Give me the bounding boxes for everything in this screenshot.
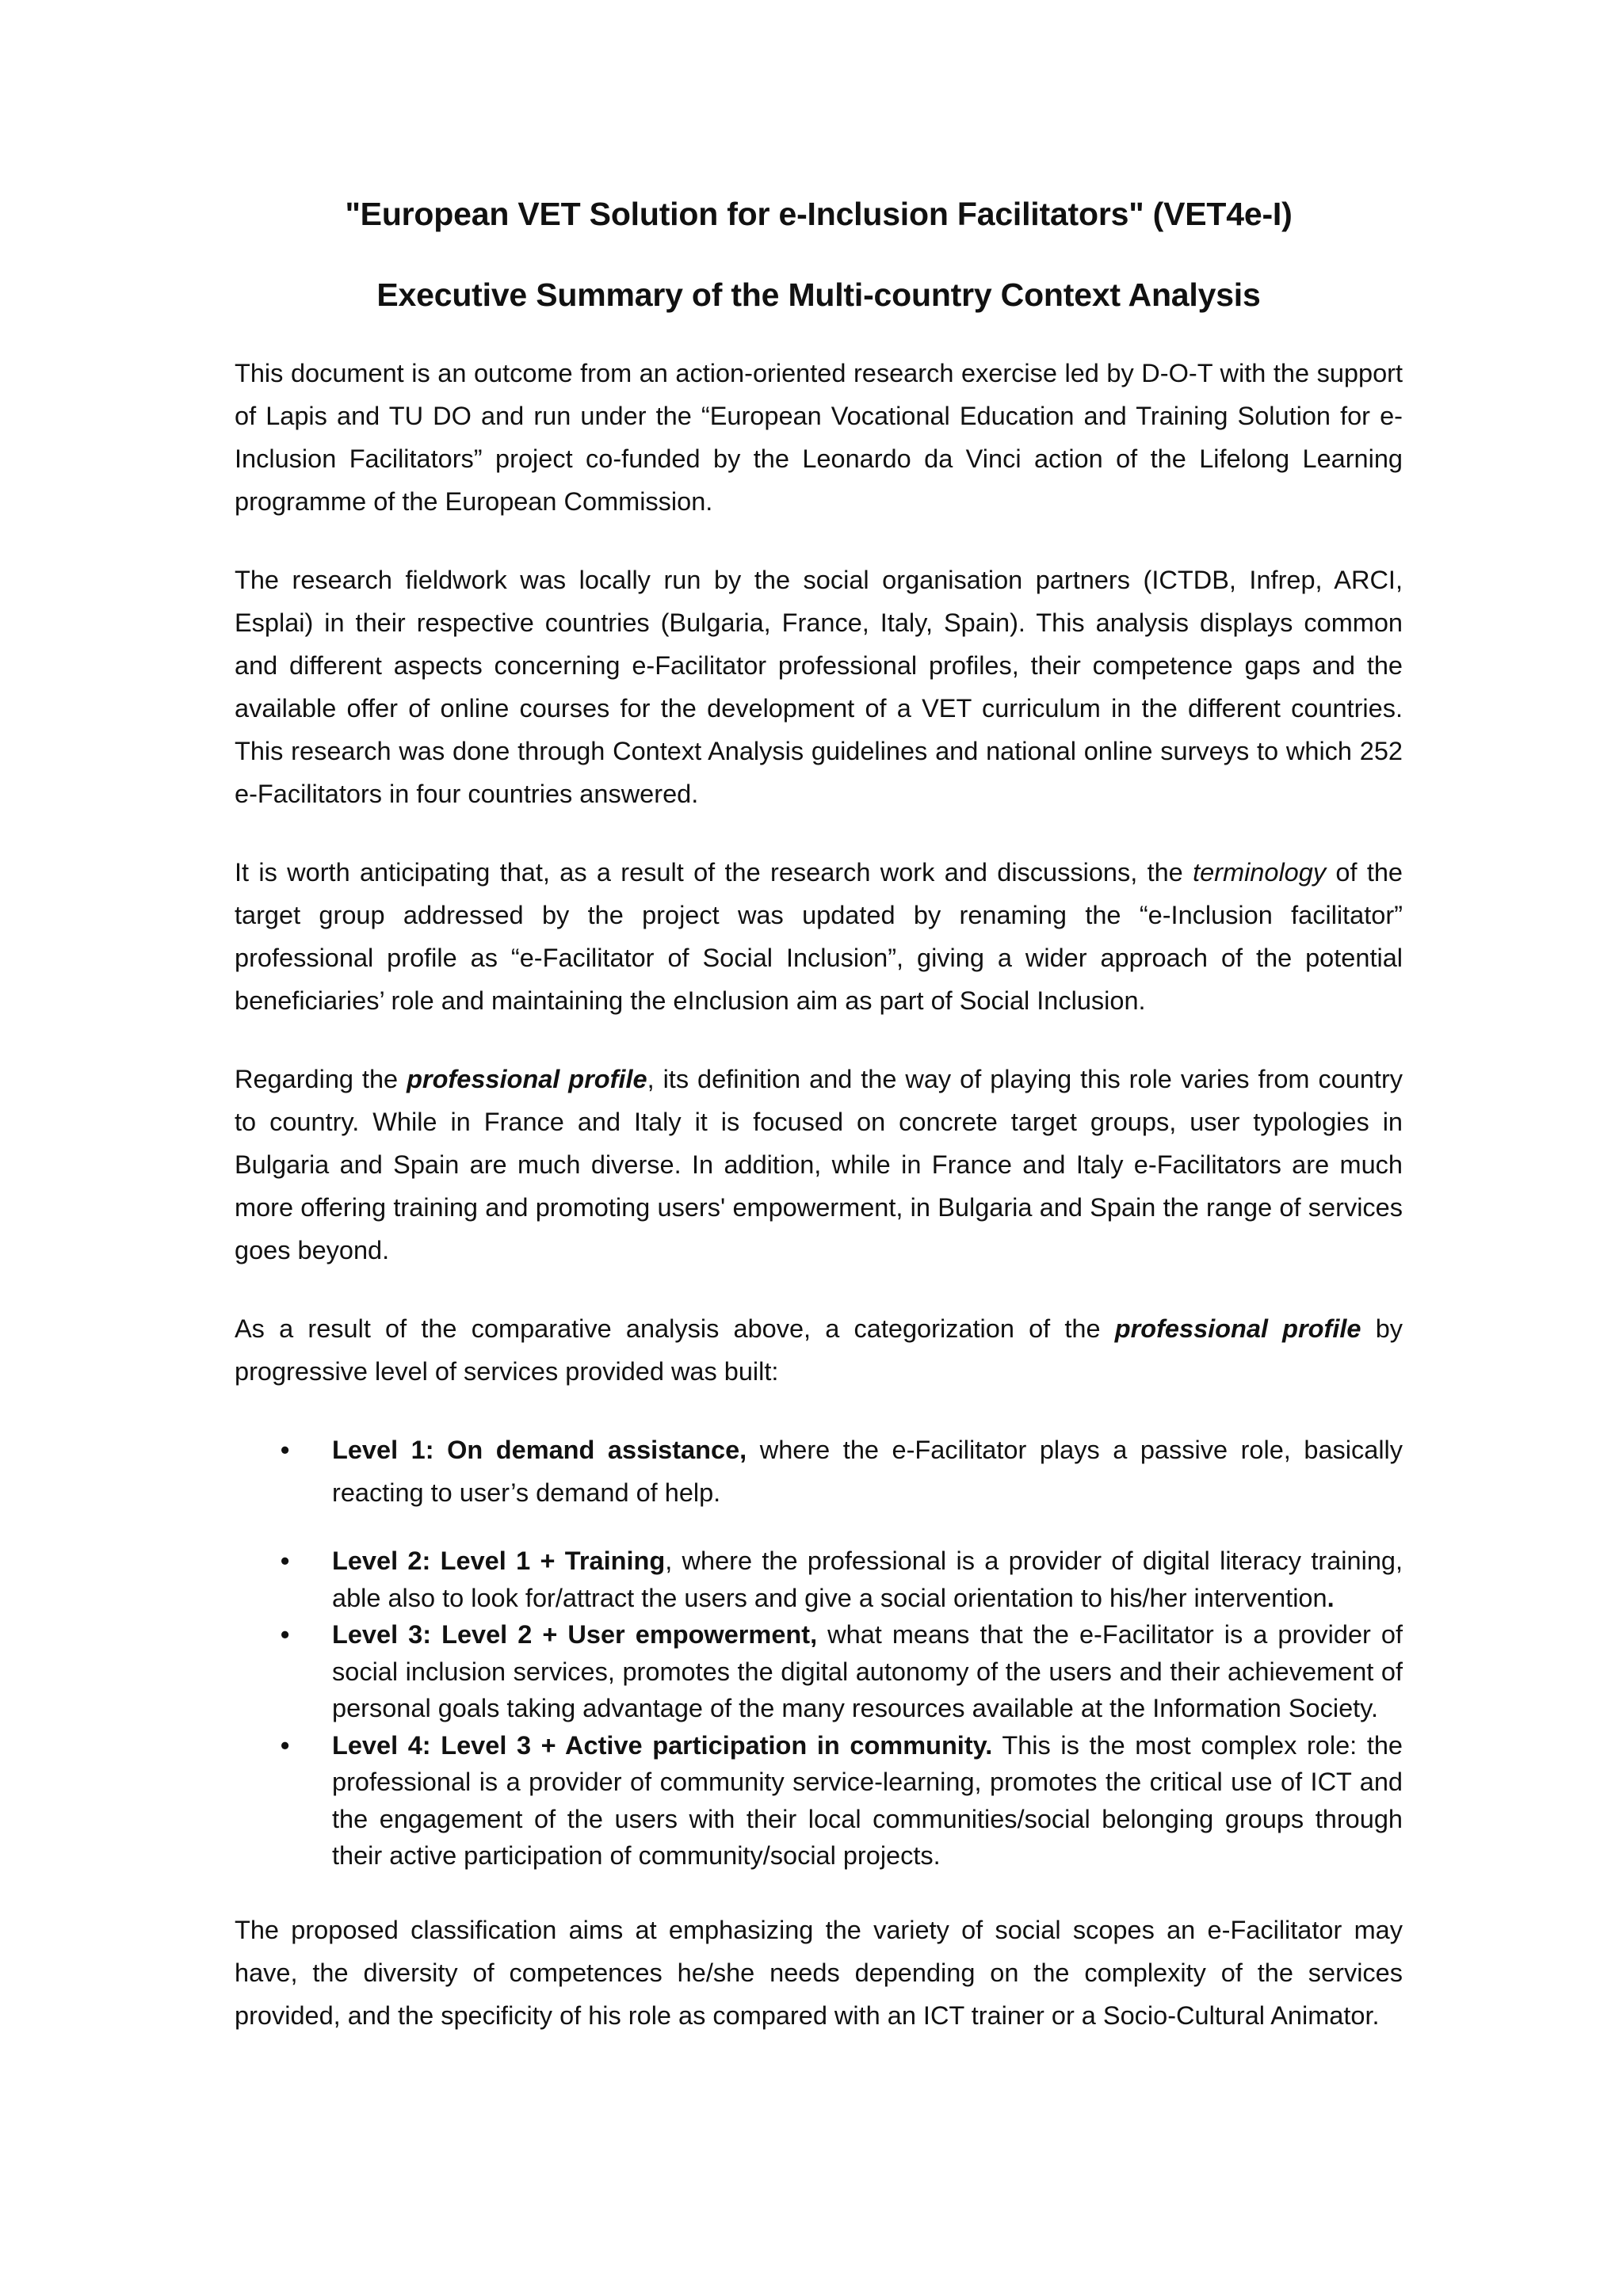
level-label: Level 4: Level 3 + Active participation in community.	[332, 1730, 993, 1760]
text-run: As a result of the comparative analysis above, a categorization of the	[235, 1314, 1115, 1343]
paragraph-classification: The proposed classification aims at emphasizing the variety of social scopes an e-Facilitator may have, the diversity of competences he/she needs depending on the complexity of the services provided, and the specificity of his role as compared with an ICT trainer or a Socio-Cultural Animator.	[235, 1915, 1403, 2030]
bullet-icon: •	[281, 1620, 290, 1649]
list-item-level-3	[235, 1616, 1403, 1727]
text-run: of the target group addressed by the project was updated by renaming the “e-Inclusion facilitator” professional profile as “e-Facilitator of Social Inclusion”, giving a wider approach of the potential beneficiaries’ role and maintaining the eInclusion aim as part of Social Inclusion.	[235, 858, 1403, 1015]
paragraph-terminology	[235, 851, 1403, 1022]
level-end: .	[1327, 1583, 1335, 1612]
term-terminology: terminology	[1193, 858, 1327, 887]
document-title: "European VET Solution for e-Inclusion Facilitators" (VET4e-I)	[345, 196, 1293, 232]
bullet-icon: •	[281, 1436, 290, 1464]
text-run: Regarding the	[235, 1065, 407, 1093]
paragraph-intro: This document is an outcome from an action-oriented research exercise led by D-O-T with the support of Lapis and TU DO and run under the “European Vocational Education and Training Solution for e-Inclusion Facilitators” project co-funded by the Leonardo da Vinci action of the Lifelong Learning programme of the European Commission.	[235, 359, 1403, 516]
level-text: what means that the e-Facilitator is a provider of social inclusion services, promotes the digital autonomy of the users and their achievement of personal goals taking advantage of the many resources available at the Information Society.	[332, 1620, 1403, 1722]
level-label: Level 3: Level 2 + User empowerment,	[332, 1620, 818, 1649]
level-label: Level 2: Level 1 + Training	[332, 1547, 666, 1575]
term-professional-profile: professional profile	[1114, 1314, 1361, 1343]
level-label: Level 1: On demand assistance,	[332, 1436, 747, 1464]
term-professional-profile: professional profile	[407, 1065, 647, 1093]
level-text: , where the professional is a provider of digital literacy training, able also to look for/attract the users and give a social orientation to his/her intervention	[332, 1547, 1403, 1612]
list-item-level-2	[235, 1543, 1403, 1616]
bullet-icon: •	[281, 1547, 290, 1575]
list-item-level-1	[235, 1428, 1403, 1514]
text-run: by progressive level of services provided was built:	[235, 1314, 1403, 1386]
paragraph-professional-profile	[235, 1058, 1403, 1272]
levels-list	[235, 1428, 1403, 1875]
text-run: It is worth anticipating that, as a result of the research work and discussions, the	[235, 858, 1193, 887]
document-body	[235, 190, 1403, 2073]
paragraph-categorization	[235, 1307, 1403, 1393]
list-item-level-4	[235, 1727, 1403, 1875]
bullet-icon: •	[281, 1730, 290, 1760]
level-text: where the e-Facilitator plays a passive role, basically reacting to user’s demand of help.	[332, 1436, 1403, 1507]
paragraph-fieldwork: The research fieldwork was locally run by the social organisation partners (ICTDB, Infrep, ARCI, Esplai) in their respective countries (Bulgaria, France, Italy, Spain). This analysis displays common and different aspects concerning e-Facilitator professional profiles, their competence gaps and the available offer of online courses for the development of a VET curriculum in the different countries. This research was done through Context Analysis guidelines and national online surveys to which 252 e-Facilitators in four countries answered.	[235, 566, 1403, 808]
document-subtitle: Executive Summary of the Multi-country Context Analysis	[376, 277, 1261, 313]
text-run: , its definition and the way of playing this role varies from country to country. While in France and Italy it is focused on concrete target groups, user typologies in Bulgaria and Spain are much diverse. In addition, while in France and Italy e-Facilitators are much more offering training and promoting users' empowerment, in Bulgaria and Spain the range of services goes beyond.	[235, 1065, 1403, 1264]
level-text: This is the most complex role: the professional is a provider of community service-learning, promotes the critical use of ICT and the engagement of the users with their local communities/social belonging groups through their active participation of community/social projects.	[332, 1730, 1403, 1870]
